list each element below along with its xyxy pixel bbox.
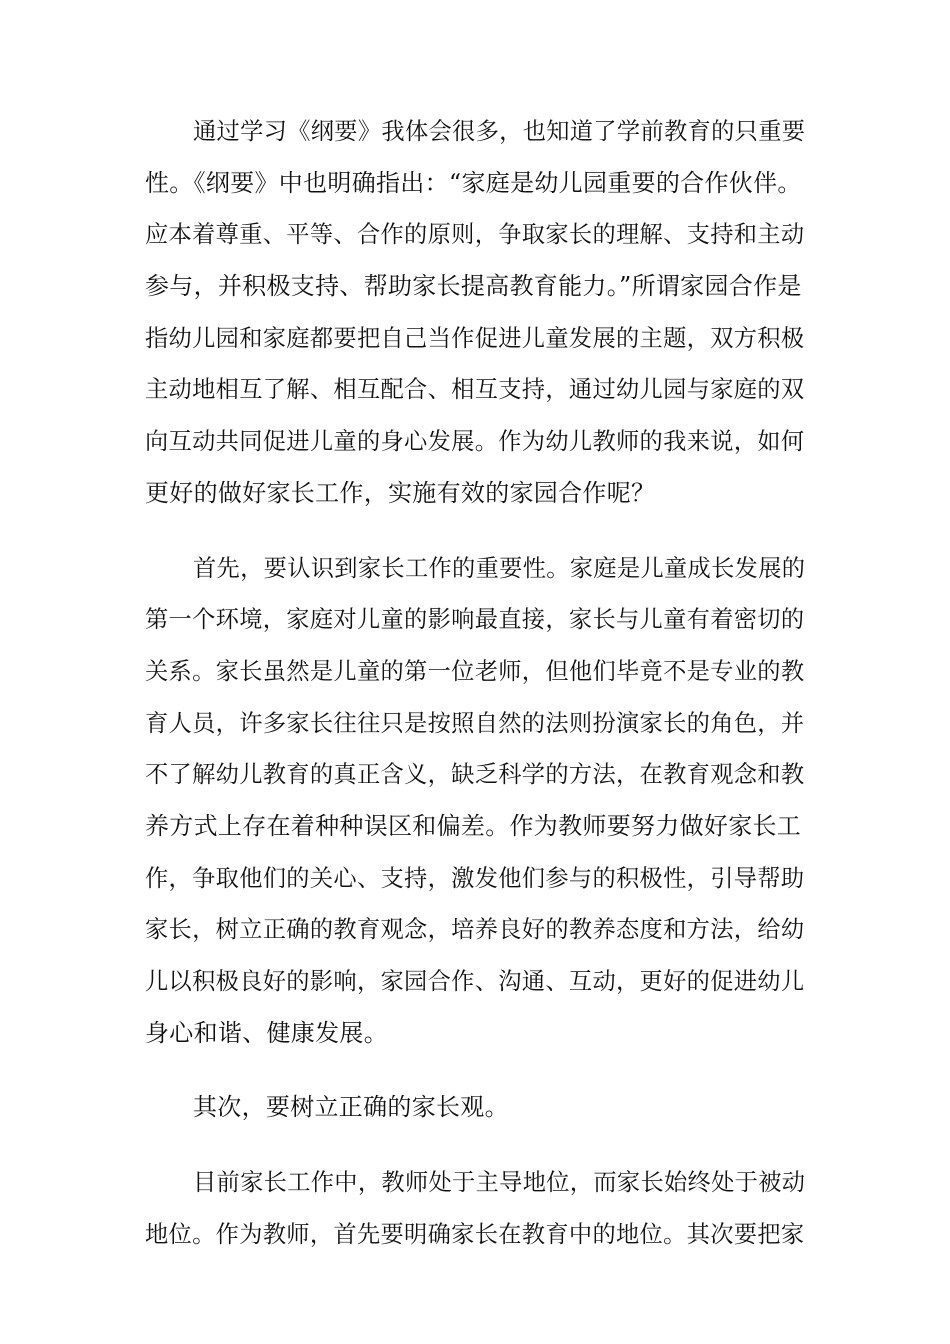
text-line: 关系。家长虽然是儿童的第一位老师，但他们毕竟不是专业的教 [145, 657, 805, 685]
text-line: 身心和谐、健康发展。 [145, 1018, 388, 1047]
text-line: 地位。作为教师，首先要明确家长在教育中的地位。其次要把家 [145, 1220, 805, 1248]
paragraph-gap [145, 520, 807, 543]
text-line: 目前家长工作中，教师处于主导地位，而家长始终处于被动 [193, 1169, 806, 1197]
text-line: 指幼儿园和家庭都要把自己当作促进儿童发展的主题，双方积极 [145, 324, 805, 352]
text-line: 育人员，许多家长往往只是按照自然的法则扮演家长的角色，并 [145, 709, 805, 737]
text-line: 第一个环境，家庭对儿童的影响最直接，家长与儿童有着密切的 [145, 606, 805, 634]
text-line: 性。《纲要》中也明确指出：“家庭是幼儿园重要的合作伙伴。 [145, 168, 802, 197]
paragraph-gap [145, 1059, 807, 1082]
text-line: 其次，要树立正确的家长观。 [193, 1093, 509, 1122]
text-line: 作，争取他们的关心、支持，激发他们参与的积极性，引导帮助 [145, 864, 805, 892]
paragraph-gap [145, 1134, 807, 1157]
text-line: 主动地相互了解、相互配合、相互支持，通过幼儿园与家庭的双 [145, 376, 805, 404]
paragraph-3 [145, 1082, 807, 1134]
paragraph-1 [145, 106, 807, 520]
text-line: 不了解幼儿教育的真正含义，缺乏科学的方法，在教育观念和教 [145, 761, 805, 789]
text-line: 更好的做好家长工作，实施有效的家园合作呢？ [145, 478, 656, 507]
text-line: 参与，并积极支持、帮助家长提高教育能力。”所谓家园合作是 [145, 272, 802, 301]
text-line: 儿以积极良好的影响，家园合作、沟通、互动，更好的促进幼儿 [145, 968, 805, 995]
text-line: 通过学习《纲要》我体会很多，也知道了学前教育的只重要 [193, 118, 806, 145]
text-line: 首先，要认识到家长工作的重要性。家庭是儿童成长发展的 [193, 554, 806, 582]
text-line: 应本着尊重、平等、合作的原则，争取家长的理解、支持和主动 [145, 221, 805, 249]
text-line: 向互动共同促进儿童的身心发展。作为幼儿教师的我来说，如何 [145, 428, 805, 456]
text-line: 养方式上存在着种种误区和偏差。作为教师要努力做好家长工 [145, 811, 802, 840]
paragraph-4 [145, 1157, 807, 1260]
text-line: 家长，树立正确的教育观念，培养良好的教养态度和方法，给幼 [145, 916, 805, 944]
paragraph-2 [145, 543, 807, 1060]
document-body [145, 106, 807, 1260]
